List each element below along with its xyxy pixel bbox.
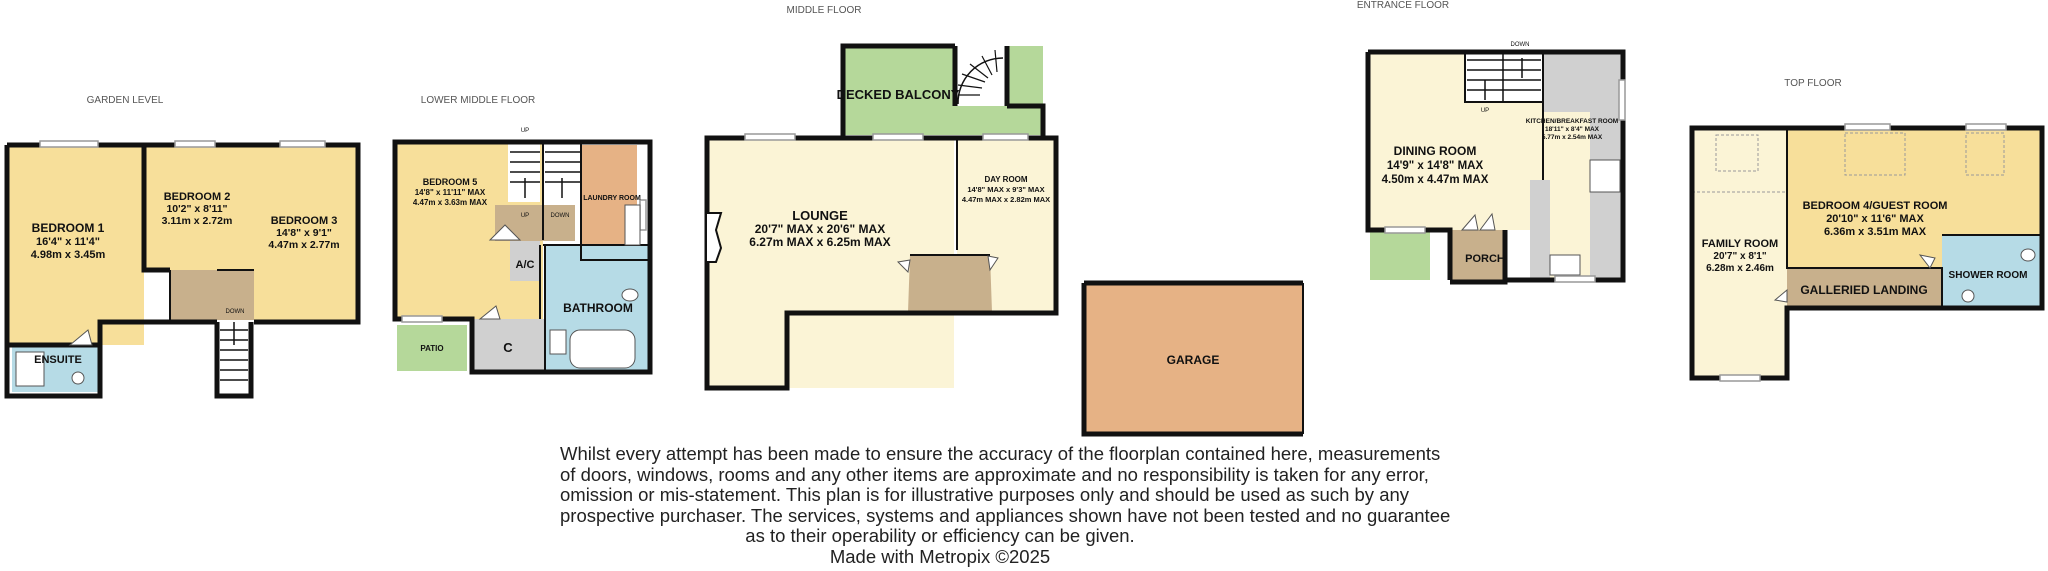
bedroom-4-imperial: 20'10" x 11'6" MAX <box>1826 213 1924 225</box>
day-room-metric: 4.47m MAX x 2.82m MAX <box>961 195 1051 204</box>
sink-icon <box>550 330 566 354</box>
ac-label: A/C <box>515 259 535 271</box>
window <box>873 134 923 140</box>
laundry-sink-icon <box>625 205 640 245</box>
window <box>1619 80 1625 120</box>
floor-title-lower-middle: LOWER MIDDLE FLOOR <box>420 95 536 106</box>
toilet-icon <box>2021 249 2035 261</box>
kitchen-metric: 5.77m x 2.54m MAX <box>1541 134 1603 141</box>
kitchen-label: KITCHEN/BREAKFAST ROOM <box>1525 118 1619 125</box>
disclaimer-line: prospective purchaser. The services, systems and appliances shown have not been tested and no guarantee <box>560 504 1451 526</box>
lower-middle-floor <box>395 95 650 372</box>
window <box>1555 276 1595 282</box>
shower-room-label: SHOWER ROOM <box>1948 270 2028 281</box>
floor-title-entrance: ENTRANCE FLOOR <box>1356 0 1450 11</box>
window <box>745 134 795 140</box>
shower-tray-icon <box>1962 290 1974 302</box>
stairs-up-label: UP <box>1480 108 1490 114</box>
day-room-label: DAY ROOM <box>984 175 1028 184</box>
window <box>280 141 325 147</box>
laundry-label: LAUNDRY ROOM <box>583 195 641 202</box>
stairs-down-label: DOWN <box>550 213 570 219</box>
kitchen-sink-icon <box>1550 255 1580 275</box>
window <box>402 316 442 322</box>
stairs-down-label: DOWN <box>1510 42 1530 48</box>
garage-label: GARAGE <box>1166 353 1220 367</box>
decked-balcony-label: DECKED BALCONY <box>836 87 960 102</box>
middle-floor <box>707 5 1056 388</box>
stairs-up-label: UP <box>520 213 530 219</box>
bedroom-3-imperial: 14'8" x 9'1" <box>276 227 332 239</box>
window <box>1720 375 1760 381</box>
floor-title-middle: MIDDLE FLOOR <box>786 5 862 16</box>
dining-room-label: DINING ROOM <box>1393 144 1477 158</box>
top-floor <box>1692 78 2042 381</box>
bedroom-3-label: BEDROOM 3 <box>270 215 338 227</box>
bath-tub-icon <box>570 330 635 368</box>
stair-landing-middle <box>908 255 992 312</box>
lounge-imperial: 20'7" MAX x 20'6" MAX <box>754 222 886 236</box>
bedroom-2-label: BEDROOM 2 <box>163 191 231 203</box>
bathroom-label: BATHROOM <box>563 301 633 315</box>
window <box>1385 227 1425 233</box>
bedroom-1-label: BEDROOM 1 <box>31 221 105 235</box>
bedroom-5-imperial: 14'8" x 11'11" MAX <box>414 188 486 197</box>
bedroom-5-label: BEDROOM 5 <box>422 177 478 187</box>
bedroom-1-imperial: 16'4" x 11'4" <box>36 236 100 248</box>
spiral-stairs <box>955 46 1007 106</box>
window <box>1845 124 1890 130</box>
disclaimer-line: as to their operability or efficiency can be given. <box>745 525 1135 546</box>
entrance-floor <box>1357 0 1625 282</box>
window <box>1966 124 2006 130</box>
family-room-metric: 6.28m x 2.46m <box>1706 263 1774 274</box>
floor-title-top: TOP FLOOR <box>1784 78 1842 89</box>
window <box>640 200 646 230</box>
day-room-imperial: 14'8" MAX x 9'3" MAX <box>967 185 1045 194</box>
credit-line: Made with Metropix ©2025 <box>829 545 1051 567</box>
bedroom-3-metric: 4.47m x 2.77m <box>268 239 340 251</box>
family-room-imperial: 20'7" x 8'1" <box>1713 251 1767 262</box>
window <box>40 141 98 147</box>
galleried-landing-label: GALLERIED LANDING <box>1800 283 1928 297</box>
disclaimer <box>560 443 1451 567</box>
window <box>983 134 1028 140</box>
ensuite-label: ENSUITE <box>34 354 82 366</box>
stairs-up-top-label: UP <box>520 128 530 134</box>
bedroom-4-metric: 6.36m x 3.51m MAX <box>1823 226 1927 238</box>
lounge-metric: 6.27m MAX x 6.25m MAX <box>749 235 891 249</box>
bedroom-2-metric: 3.11m x 2.72m <box>161 215 233 227</box>
toilet-icon <box>72 372 84 384</box>
cupboard-c-label: C <box>503 340 513 355</box>
kitchen-counter-top <box>1543 52 1623 112</box>
dining-room-metric: 4.50m x 4.47m MAX <box>1381 174 1489 186</box>
front-garden <box>1370 232 1430 280</box>
kitchen-island <box>1530 180 1550 280</box>
porch-label: PORCH <box>1465 253 1505 265</box>
disclaimer-line: Whilst every attempt has been made to ensure the accuracy of the floorplan contained here, measurements <box>560 443 1441 464</box>
patio-label: PATIO <box>420 344 444 353</box>
window <box>175 141 215 147</box>
bedroom-2-imperial: 10'2" x 8'11" <box>166 203 228 215</box>
dining-room-imperial: 14'9" x 14'8" MAX <box>1386 160 1484 172</box>
disclaimer-line: of doors, windows, rooms and any other items are approximate and no responsibility is taken for any error, <box>560 463 1429 485</box>
bedroom-1-metric: 4.98m x 3.45m <box>30 249 106 261</box>
bedroom-5-metric: 4.47m x 3.63m MAX <box>412 198 488 207</box>
disclaimer-line: omission or mis-statement. This plan is for illustrative purposes only and should be used as such by any <box>560 484 1410 505</box>
stairs-down-label: DOWN <box>225 309 245 315</box>
garage-block <box>1084 283 1303 434</box>
garden-level <box>7 95 358 396</box>
hob-icon <box>1590 160 1620 192</box>
family-room-label: FAMILY ROOM <box>1701 238 1779 250</box>
floor-title-garden: GARDEN LEVEL <box>86 95 164 106</box>
lounge-label: LOUNGE <box>792 208 848 223</box>
kitchen-imperial: 18'11" x 8'4" MAX <box>1544 126 1600 133</box>
bedroom-4-label: BEDROOM 4/GUEST ROOM <box>1802 200 1948 212</box>
fireplace-icon <box>707 213 721 262</box>
toilet-icon <box>622 289 638 301</box>
